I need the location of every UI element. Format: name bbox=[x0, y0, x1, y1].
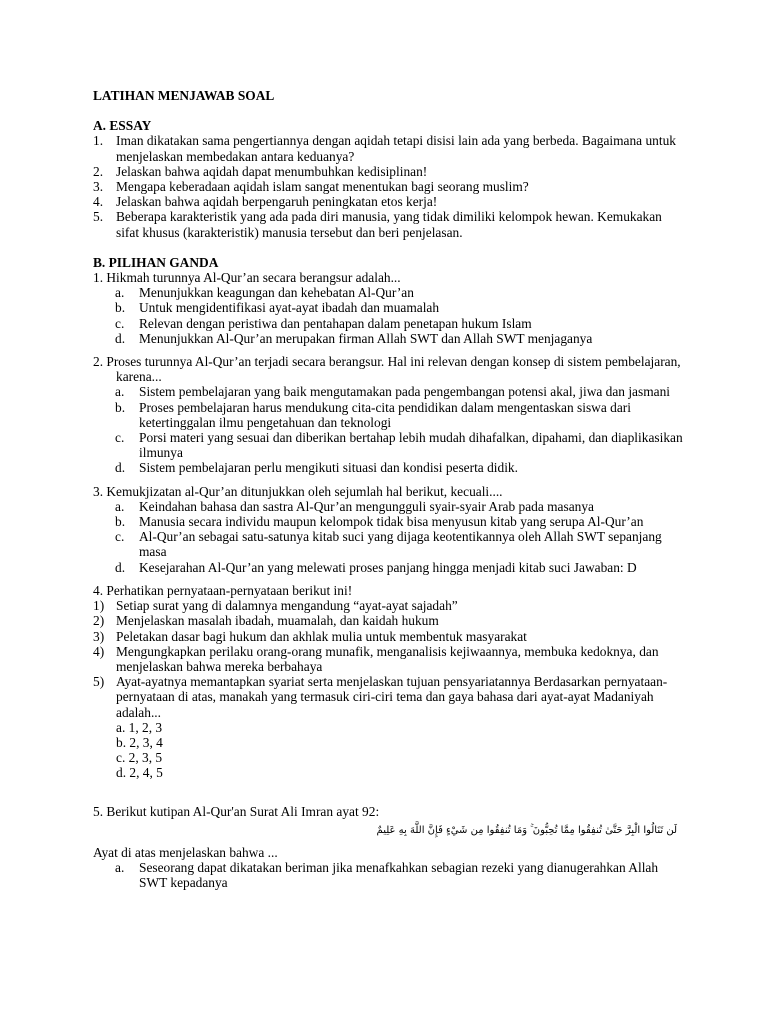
option: b. Untuk mengidentifikasi ayat-ayat ibadah dan muamalah bbox=[115, 300, 440, 316]
question-5-prompt: Ayat di atas menjelaskan bahwa ... bbox=[93, 844, 278, 860]
multiple-choice-heading: B. PILIHAN GANDA bbox=[93, 254, 219, 270]
option: d. Menunjukkan Al-Qur’an merupakan firman Allah SWT dan Allah SWT menjaganya bbox=[115, 330, 593, 346]
statement: 1) Setiap surat yang di dalamnya mengandung “ayat-ayat sajadah” bbox=[93, 598, 458, 614]
option: b. 2, 3, 4 bbox=[116, 734, 163, 750]
option: b. Manusia secara individu maupun kelompok tidak bisa menyusun kitab yang serupa Al-Qur’an bbox=[115, 514, 644, 530]
arabic-verse: لَن تَنَالُوا الْبِرَّ حَتَّىٰ تُنفِقُوا مِمَّا تُحِبُّونَ ۚ وَمَا تُنفِقُوا مِن شَيْءٍ فَإِنَّ اللَّهَ بِهِ عَلِيمٌ bbox=[376, 824, 677, 836]
question-5: 5. Berikut kutipan Al-Qur'an Surat Ali Imran ayat 92: bbox=[93, 803, 380, 819]
option: c. 2, 3, 5 bbox=[116, 750, 163, 766]
option: a. Menunjukkan keagungan dan kehebatan Al-Qur’an bbox=[115, 285, 414, 301]
option: c. Al-Qur’an sebagai satu-satunya kitab suci yang dijaga keotentikannya oleh Allah SWT sepanjang masa bbox=[115, 529, 662, 560]
option: a. Keindahan bahasa dan sastra Al-Qur’an mengungguli syair-syair Arab pada masanya bbox=[115, 498, 594, 514]
option: a. Sistem pembelajaran yang baik mengutamakan pada pengembangan potensi akal, jiwa dan jasmani bbox=[115, 384, 670, 400]
question-2: 2. Proses turunnya Al-Qur’an terjadi secara berangsur. Hal ini relevan dengan konsep di sistem pembelajaran, karena... bbox=[93, 354, 681, 385]
essay-item: 1. Iman dikatakan sama pengertiannya dengan aqidah tetapi disisi lain ada yang berbeda. Bagaimana untuk menjelaskan membedakan antara keduanya? bbox=[93, 133, 676, 164]
essay-item: 2. Jelaskan bahwa aqidah dapat menumbuhkan kedisiplinan! bbox=[93, 163, 428, 179]
option: c. Relevan dengan peristiwa dan pentahapan dalam penetapan hukum Islam bbox=[115, 315, 532, 331]
option: b. Proses pembelajaran harus mendukung cita-cita pendidikan dalam mengentaskan siswa dari ketertinggalan ilmu pengetahuan dan teknologi bbox=[115, 399, 631, 430]
question-1: 1. Hikmah turunnya Al-Qur’an secara berangsur adalah... bbox=[93, 270, 401, 286]
essay-item: 5. Beberapa karakteristik yang ada pada diri manusia, yang tidak dimiliki kelompok hewan. Kemukakan sifat khusus (karakteristik) manusia tersebut dan beri penjelasan. bbox=[93, 209, 662, 240]
option: a. Seseorang dapat dikatakan beriman jika menafkahkan sebagian rezeki yang dianugerahkan Allah SWT kepadanya bbox=[115, 859, 659, 891]
question-3: 3. Kemukjizatan al-Qur’an ditunjukkan oleh sejumlah hal berikut, kecuali.... bbox=[93, 483, 503, 499]
option: a. 1, 2, 3 bbox=[116, 719, 163, 735]
option: d. Sistem pembelajaran perlu mengikuti situasi dan kondisi peserta didik. bbox=[115, 460, 518, 476]
option: c. Porsi materi yang sesuai dan diberikan bertahap lebih mudah dihafalkan, dipahami, dan diaplikasikan ilmunya bbox=[115, 430, 683, 461]
page-title: LATIHAN MENJAWAB SOAL bbox=[93, 88, 275, 103]
document-page bbox=[93, 88, 683, 890]
statement: 2) Menjelaskan masalah ibadah, muamalah, dan kaidah hukum bbox=[93, 613, 439, 629]
option: d. Kesejarahan Al-Qur’an yang melewati proses panjang hingga menjadi kitab suci Jawaban: D bbox=[115, 559, 637, 575]
statement: 5) Ayat-ayatnya memantapkan syariat serta menjelaskan tujuan pensyariatannya Berdasarkan pernyataan-pernyataan di atas, manakah yang termasuk ciri-ciri tema dan gaya bahasa dari ayat-ayat Madaniyah adalah... bbox=[93, 674, 668, 720]
question-4: 4. Perhatikan pernyataan-pernyataan berikut ini! bbox=[93, 582, 353, 598]
essay-list bbox=[93, 133, 683, 239]
essay-item: 4. Jelaskan bahwa aqidah berpengaruh peningkatan etos kerja! bbox=[93, 194, 438, 210]
essay-heading: A. ESSAY bbox=[93, 118, 152, 134]
essay-item: 3. Mengapa keberadaan aqidah islam sangat menentukan bagi seorang muslim? bbox=[93, 179, 529, 195]
option: d. 2, 4, 5 bbox=[116, 765, 163, 781]
statement: 4) Mengungkapkan perilaku orang-orang munafik, menganalisis kejiwaannya, membuka kedoknya, dan menjelaskan bahwa mereka berbahaya bbox=[93, 643, 659, 674]
statement: 3) Peletakan dasar bagi hukum dan akhlak mulia untuk membentuk masyarakat bbox=[93, 628, 527, 644]
